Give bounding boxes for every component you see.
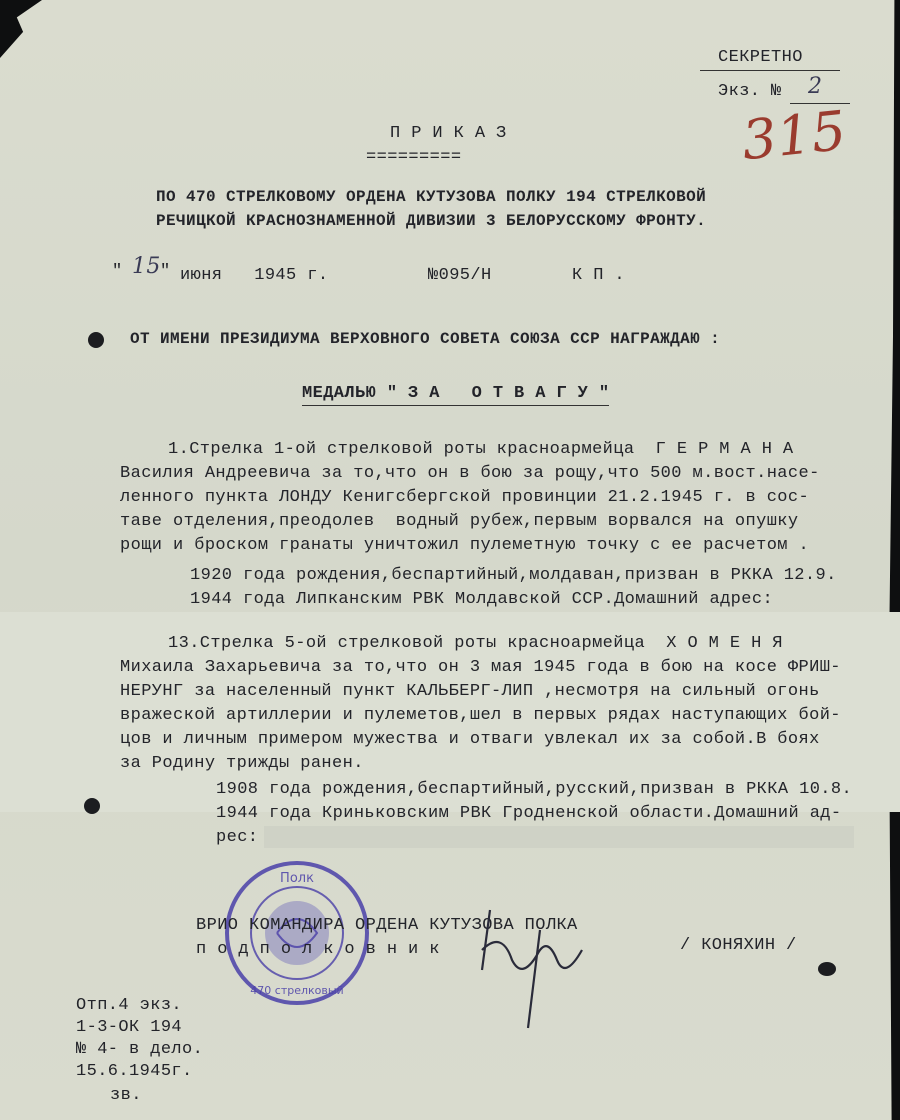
entry1-line: рощи и броском гранаты уничтожил пулеметную точку с ее расчетом . (120, 536, 810, 555)
footer-line: Отп.4 экз. (76, 996, 183, 1015)
entry1-line: таве отделения,преодолев водный рубеж,первым ворвался на опушку (120, 512, 799, 531)
entry2-line: Михаила Захарьевича за то,что он 3 мая 1945 года в бою на косе ФРИШ- (120, 658, 841, 677)
order-location: К П . (572, 266, 626, 285)
punch-hole (84, 798, 100, 814)
subtitle-2: РЕЧИЦКОЙ КРАСНОЗНАМЕННОЙ ДИВИЗИИ 3 БЕЛОРУССКОМУ ФРОНТУ. (156, 212, 707, 230)
footer-line: № 4- в дело. (76, 1040, 204, 1059)
secret-mark: СЕКРЕТНО (718, 48, 803, 67)
entry1-line: Василия Андреевича за то,что он в бою за рощу,что 500 м.вост.насе- (120, 464, 820, 483)
preamble: ОТ ИМЕНИ ПРЕЗИДИУМА ВЕРХОВНОГО СОВЕТА СОЮЗА ССР НАГРАЖДАЮ : (130, 330, 721, 348)
entry2-bio: 1944 года Криньковским РВК Гродненской области.Домашний ад- (216, 804, 842, 823)
footer-line: зв. (110, 1086, 142, 1105)
entry1-line: 1.Стрелка 1-ой стрелковой роты красноармейца Г Е Р М А Н А (168, 440, 794, 459)
header-rule (700, 70, 840, 71)
date-day: 15 (132, 254, 161, 279)
page-edge (886, 0, 900, 1120)
svg-text:470 стрелковый: 470 стрелковый (250, 984, 344, 997)
document-page: СЕКРЕТНО Экз. № 2 315 П Р И К А З ========= ПО 470 СТРЕЛКОВОМУ ОРДЕНА КУТУЗОВА ПОЛКУ 194 СТРЕЛКОВОЙ РЕЧИЦКОЙ КРАСНОЗНАМЕННОЙ ДИВИЗИИ 3 БЕЛОРУССКОМУ ФРОНТУ. " 15 " июня 1945 г. №095/Н К П . ОТ ИМЕНИ ПРЕЗИДИУМА ВЕРХОВНОГО СОВЕТА СОЮЗА ССР НАГРАЖДАЮ : МЕДАЛЬЮ " З А О Т В А Г У " 1.Стрелка 1-ой стрелковой роты красноармейца Г Е Р М А Н А Василия Андреевича за то,что он в бою за рощу,что 500 м.вост.насе- ленного пункта ЛОНДУ Кенигсбергской провинции 21.2.1945 г. в сос- таве отделения,преодолев водный рубеж,первым ворвался на опушку рощи и броском гранаты уничтожил пулеметную точку с ее расчетом . 1920 года рождения,беспартийный,молдаван,призван в РККА 12.9. 1944 года Липканским РВК Молдавской ССР.Домашний адрес: 13.Стрелка 5-ой стрелковой роты красноармейца Х О М Е Н Я Михаила Захарьевича за то,что он 3 мая 1945 года в бою на косе ФРИШ- НЕРУНГ за населенный пункт КАЛЬБЕРГ-ЛИП ,несмотря на сильный огонь вражеской артиллерии и пулеметов,шел в первых рядах наступающих бой- цов и личным примером мужества и отваги увлекал их за собой.В боях за Родину трижды ранен. 1908 года рождения,беспартийный,русский,призван в РККА 10.8. 1944 года Криньковским РВК Гродненской области.Домашний ад- рес: Полк 470 стрелковый ВРИО КОМАНДИРА ОРДЕНА КУТУЗОВА ПОЛКА п о д п о л к о в н и к / КОНЯХИН / Отп.4 экз. 1-3-ОК 194 № 4- в дело. 15.6.1945г. зв. (0, 0, 900, 1120)
entry2-line: за Родину трижды ранен. (120, 754, 364, 773)
subtitle-1: ПО 470 СТРЕЛКОВОМУ ОРДЕНА КУТУЗОВА ПОЛКУ 194 СТРЕЛКОВОЙ (156, 188, 707, 206)
award-title: МЕДАЛЬЮ " З А О Т В А Г У " (302, 384, 609, 406)
title-rule: ========= (366, 148, 462, 167)
punch-hole (88, 332, 104, 348)
punch-hole (818, 962, 836, 976)
address-blank (264, 826, 854, 848)
entry2-bio: 1908 года рождения,беспартийный,русский,призван в РККА 10.8. (216, 780, 853, 799)
entry1-bio: 1920 года рождения,беспартийный,молдаван,призван в РККА 12.9. (190, 566, 837, 585)
signature-name: / КОНЯХИН / (680, 936, 797, 955)
entry2-line: НЕРУНГ за населенный пункт КАЛЬБЕРГ-ЛИП ,несмотря на сильный огонь (120, 682, 820, 701)
order-number: №095/Н (428, 266, 492, 285)
date-rest: июня 1945 г. (180, 266, 329, 285)
entry1-bio: 1944 года Липканским РВК Молдавской ССР.Домашний адрес: (190, 590, 774, 609)
handwritten-signature (470, 900, 610, 1040)
entry2-bio: рес: (216, 828, 259, 847)
entry2-line: 13.Стрелка 5-ой стрелковой роты красноармейца Х О М Е Н Я (168, 634, 783, 653)
copy-number: 2 (808, 74, 823, 99)
signature-title: ВРИО КОМАНДИРА ОРДЕНА КУТУЗОВА ПОЛКА (196, 916, 578, 935)
torn-corner (0, 0, 42, 58)
order-title: П Р И К А З (390, 124, 507, 143)
svg-text:Полк: Полк (280, 871, 314, 886)
signature-rank: п о д п о л к о в н и к (196, 940, 440, 959)
entry1-line: ленного пункта ЛОНДУ Кенигсбергской провинции 21.2.1945 г. в сос- (120, 488, 810, 507)
entry2-line: цов и личным примером мужества и отваги увлекал их за собой.В боях (120, 730, 820, 749)
copy-label: Экз. № (718, 82, 782, 101)
footer-line: 1-3-ОК 194 (76, 1018, 183, 1037)
handwritten-number: 315 (738, 98, 850, 173)
entry2-line: вражеской артиллерии и пулеметов,шел в первых рядах наступающих бой- (120, 706, 841, 725)
footer-line: 15.6.1945г. (76, 1062, 193, 1081)
